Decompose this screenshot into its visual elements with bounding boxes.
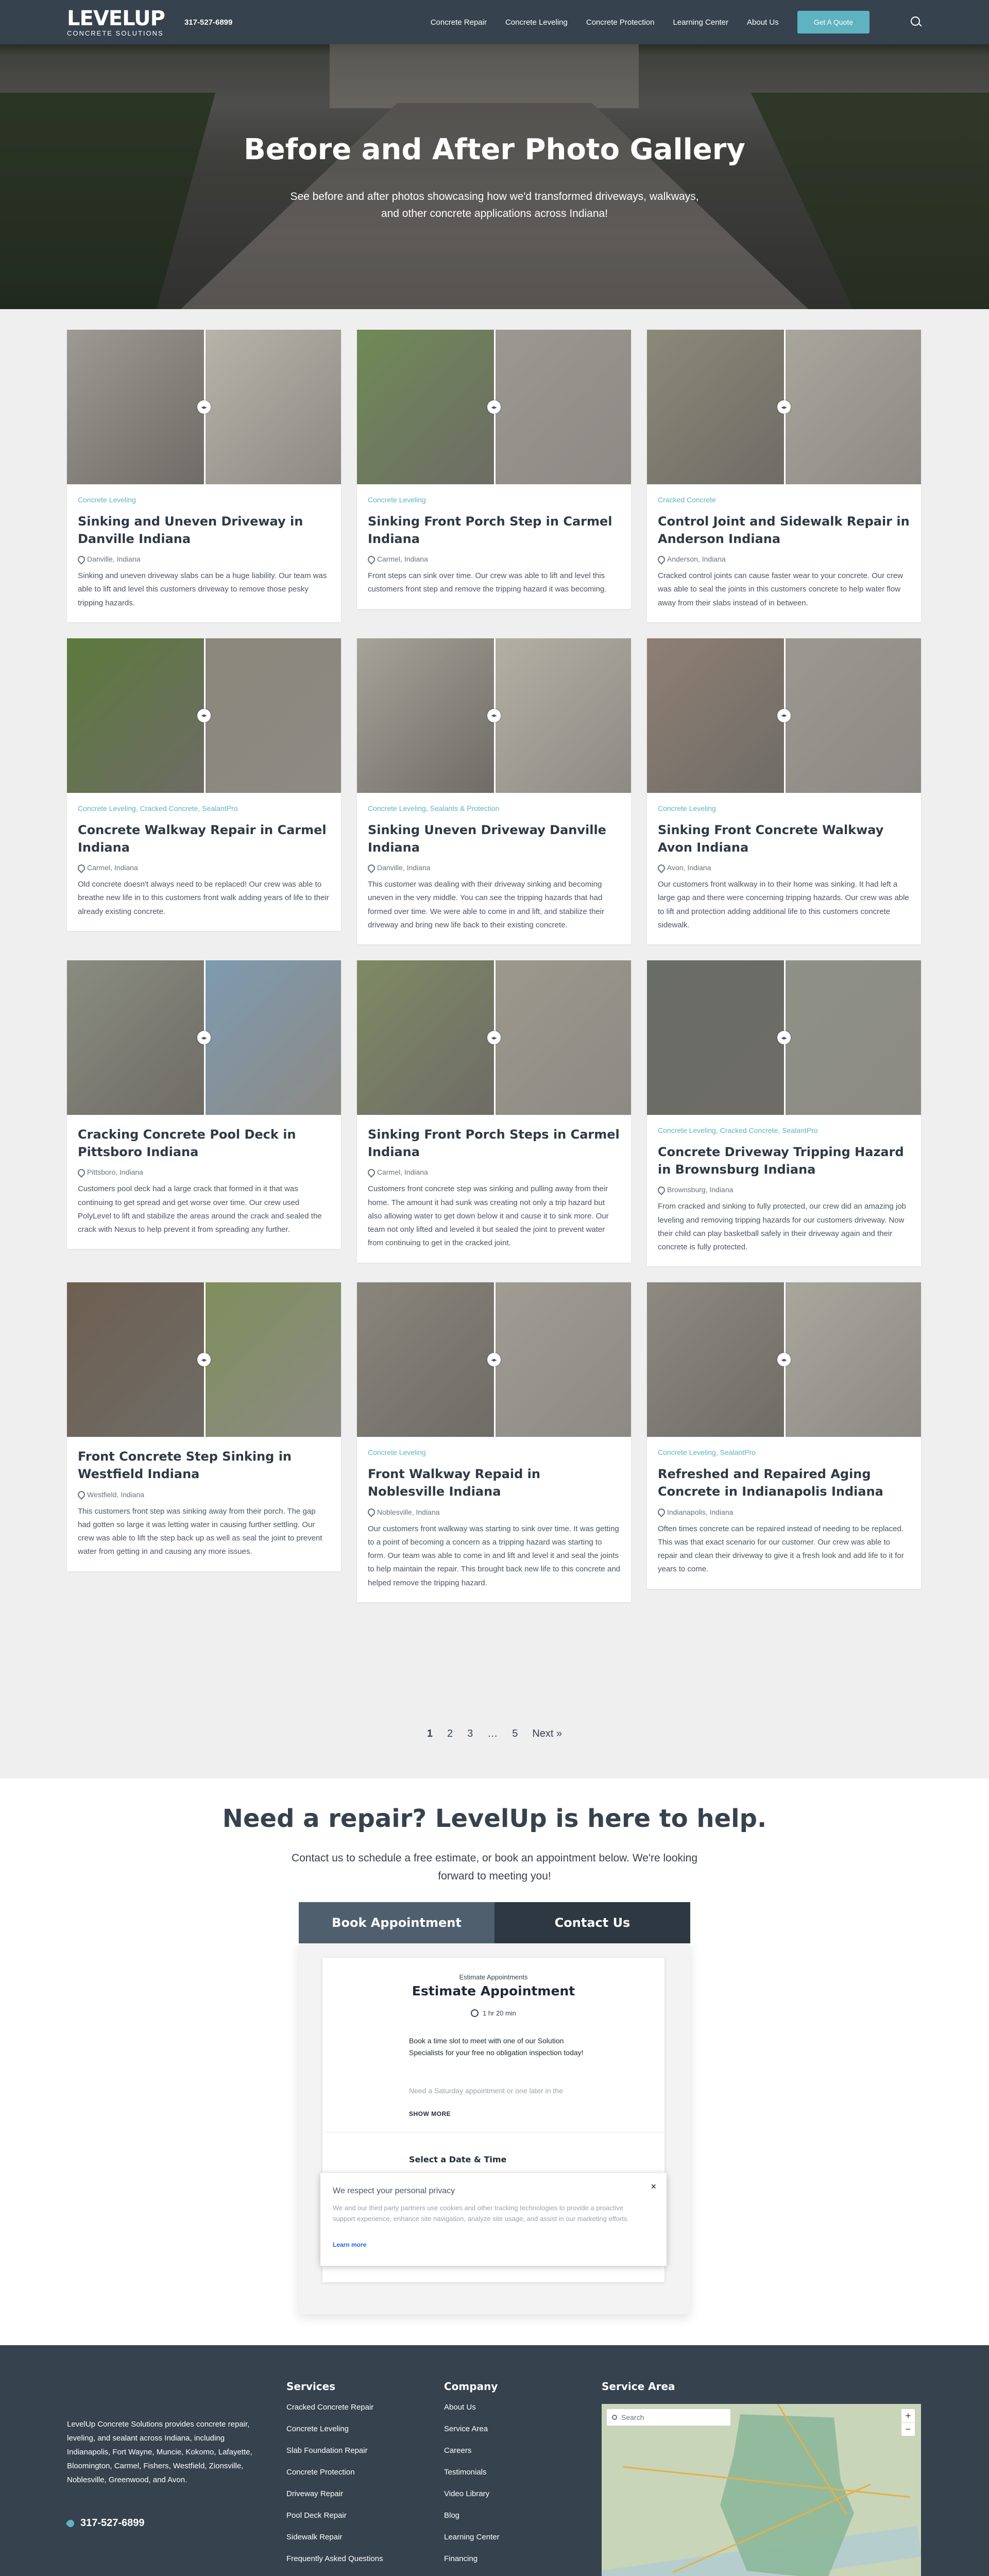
location-pin-icon (78, 1491, 83, 1498)
booking-kicker: Estimate Appointments (459, 1973, 528, 1981)
page-link-2[interactable]: 2 (447, 1728, 453, 1739)
after-image (494, 960, 631, 1115)
phone-icon (65, 2518, 76, 2529)
before-after-slider[interactable] (67, 638, 341, 793)
before-after-slider[interactable] (357, 1282, 631, 1437)
card-description: From cracked and sinking to fully protected, our crew did an amazing job leveling and removing tripping hazards for our customers driveway. Now their child can play basketball safely in their driveway again and their concrete is fully protected. (658, 1202, 906, 1252)
booking-description: Book a time slot to meet with one of our Solution Specialists for your free no obligation inspection today! (409, 2037, 584, 2057)
footer-service-area: Service Area (602, 2380, 675, 2393)
after-image (494, 1282, 631, 1437)
slider-handle-icon[interactable]: ◂▸ (487, 709, 501, 722)
card-tags[interactable]: Concrete Leveling, SealantPro (658, 1448, 756, 1457)
cookie-text: We and our third party partners use cookies and other tracking technologies to provide a proactive support experience, enhance site navigation, analyze site usage, and assist in our marketing efforts. (333, 2204, 629, 2223)
footer-link[interactable]: Concrete Leveling (286, 2425, 349, 2433)
page-link-5[interactable]: 5 (512, 1728, 518, 1739)
card-description: Often times concrete can be repaired instead of needing to be replaced. This was that exact scenario for our customer. Our crew was able to repair and clean their driveway to give it a fresh look and add life to it for years to come. (658, 1524, 904, 1574)
before-image (67, 330, 204, 484)
nav-about-us[interactable]: About Us (747, 18, 779, 27)
after-image (784, 960, 921, 1115)
contact-tabs (299, 1902, 690, 1943)
before-image (647, 1282, 784, 1437)
page-ellipsis: … (487, 1728, 498, 1739)
location-pin-icon (78, 865, 83, 871)
after-image (494, 330, 631, 484)
gallery-card (647, 330, 921, 622)
card-location: Carmel, Indiana (78, 863, 330, 872)
footer-link[interactable]: Frequently Asked Questions (286, 2554, 383, 2563)
booking-title: Estimate Appointment (412, 1984, 575, 1998)
gallery-row (67, 1282, 922, 1602)
before-after-slider[interactable] (357, 638, 631, 793)
card-title: Front Walkway Repaid in Noblesville Indiana (368, 1467, 540, 1499)
card-tags[interactable]: Concrete Leveling (368, 496, 426, 504)
nav-concrete-protection[interactable]: Concrete Protection (586, 18, 655, 27)
location-pin-icon (78, 1169, 83, 1176)
card-description: This customers front step was sinking away from their porch. The gap had gotten so large it was letting water in causing further settling. Our crew was able to lift the step back up as well as seal the joint to prevent water from getting in and causing any more issues. (78, 1506, 322, 1556)
tab-book-appointment[interactable]: Book Appointment (299, 1902, 494, 1943)
gallery-card (647, 960, 921, 1266)
next-page-link[interactable]: Next » (532, 1728, 562, 1739)
booking-panel (299, 1943, 690, 2314)
search-icon (612, 2415, 617, 2420)
card-tags[interactable]: Concrete Leveling (78, 496, 136, 504)
card-title: Front Concrete Step Sinking in Westfield Indiana (78, 1449, 292, 1481)
gallery-row (67, 638, 922, 944)
slider-handle-icon[interactable]: ◂▸ (197, 1353, 211, 1366)
tab-contact-us[interactable]: Contact Us (494, 1902, 690, 1943)
logo[interactable]: LEVELUP CONCRETE SOLUTIONS (67, 6, 165, 37)
card-title: Sinking Front Porch Steps in Carmel Indiana (368, 1127, 620, 1159)
slider-handle-icon[interactable]: ◂▸ (197, 709, 211, 722)
before-image (357, 330, 494, 484)
after-image (494, 638, 631, 793)
footer-link[interactable]: Service Area (444, 2425, 488, 2433)
slider-handle-icon[interactable]: ◂▸ (487, 400, 501, 414)
show-more-button[interactable]: SHOW MORE (409, 2110, 451, 2117)
before-after-slider[interactable] (67, 1282, 341, 1437)
slider-handle-icon[interactable]: ◂▸ (197, 1031, 211, 1044)
card-location: Avon, Indiana (658, 863, 910, 872)
before-after-slider[interactable] (647, 330, 921, 484)
before-image (647, 330, 784, 484)
footer-company: Company About Us Service Area Careers Testimonials Video Library Blog Learning Center Financing (444, 2380, 500, 2563)
gallery-row (67, 330, 922, 622)
card-title: Sinking Uneven Driveway Danville Indiana (368, 822, 606, 855)
location-pin-icon (658, 865, 663, 871)
slider-handle-icon[interactable]: ◂▸ (487, 1353, 501, 1366)
learn-more-link[interactable]: Learn more (333, 2241, 367, 2248)
main-nav (431, 18, 779, 27)
pagination (0, 1728, 989, 1740)
gallery-card (357, 960, 631, 1262)
site-footer (0, 2345, 989, 2576)
select-date-time-heading: Select a Date & Time (409, 2155, 507, 2164)
location-pin-icon (658, 1509, 663, 1515)
booking-description-faded: Need a Saturday appointment or one later in the (409, 2087, 563, 2095)
clock-icon (471, 2009, 479, 2017)
cookie-banner (320, 2173, 667, 2266)
card-description: Customers pool deck had a large crack that formed in it that was continuing to get spread and get worse over time. Our crew used PolyLevel to lift and stabilize the areas around the crack and sealed the crack with Nexus to help prevent it from spreading any further. (78, 1184, 322, 1234)
gallery-card (67, 330, 341, 622)
location-pin-icon (368, 865, 373, 871)
before-after-slider[interactable] (647, 638, 921, 793)
card-tags[interactable]: Cracked Concrete (658, 496, 716, 504)
site-header (0, 0, 989, 44)
card-title: Concrete Walkway Repair in Carmel Indiana (78, 822, 327, 855)
footer-link[interactable]: Video Library (444, 2489, 490, 2498)
gallery-card (67, 1282, 341, 1571)
card-location: Anderson, Indiana (658, 555, 910, 563)
card-description: Sinking and uneven driveway slabs can be a huge liability. Our team was able to lift and level this customers driveway to remove those pesky tripping hazards. (78, 571, 327, 607)
card-location: Noblesville, Indiana (368, 1508, 620, 1516)
before-image (647, 638, 784, 793)
location-pin-icon (78, 556, 83, 563)
card-title: Sinking and Uneven Driveway in Danville Indiana (78, 514, 303, 546)
footer-about: LevelUp Concrete Solutions provides concrete repair, leveling, and sealant across Indiana, including Indianapolis, Fort Wayne, Muncie, Kokomo, Lafayette, Bloomington, Carmel, Fishers, Westfield, Zionsville, Noblesville, Greenwood, and Avon. (67, 2420, 252, 2484)
after-image (784, 1282, 921, 1437)
gallery-card (357, 330, 631, 609)
booking-duration: 1 hr 20 min (322, 2009, 664, 2017)
footer-link[interactable]: Pool Deck Repair (286, 2511, 347, 2520)
card-tags[interactable]: Concrete Leveling, Cracked Concrete, SealantPro (78, 804, 238, 812)
before-image (67, 960, 204, 1115)
footer-services: Services Cracked Concrete Repair Concrete Leveling Slab Foundation Repair Concrete Protection Driveway Repair Pool Deck Repair Sidewalk Repair Frequently Asked Questions (286, 2380, 383, 2563)
close-icon[interactable]: × (651, 2181, 656, 2192)
card-location: Carmel, Indiana (368, 555, 620, 563)
gallery-card (67, 960, 341, 1249)
before-image (357, 1282, 494, 1437)
card-title: Refreshed and Repaired Aging Concrete in Indianapolis Indiana (658, 1467, 883, 1499)
card-title: Concrete Driveway Tripping Hazard in Brownsburg Indiana (658, 1145, 904, 1177)
card-location: Carmel, Indiana (368, 1168, 620, 1176)
get-a-quote-button[interactable]: Get A Quote (797, 11, 869, 33)
slider-handle-icon[interactable]: ◂▸ (487, 1031, 501, 1044)
after-image (204, 1282, 341, 1437)
card-title: Sinking Front Concrete Walkway Avon Indiana (658, 822, 884, 855)
contact-subtitle: Contact us to schedule a free estimate, or book an appointment below. We're looking forward to meeting you! (291, 1852, 698, 1882)
slider-handle-icon[interactable]: ◂▸ (197, 400, 211, 414)
gallery-row (67, 960, 922, 1266)
hero-subtitle: See before and after photos showcasing how we'd transformed driveways, walkways, and other concrete applications across Indiana! (290, 191, 699, 219)
gallery-card (647, 1282, 921, 1588)
before-image (67, 638, 204, 793)
footer-link[interactable]: Sidewalk Repair (286, 2533, 343, 2541)
card-title: Cracking Concrete Pool Deck in Pittsboro Indiana (78, 1127, 296, 1159)
nav-learning-center[interactable]: Learning Center (673, 18, 729, 27)
location-pin-icon (368, 556, 373, 563)
gallery-grid (67, 330, 922, 1618)
zoom-out-button[interactable]: − (901, 2422, 915, 2436)
search-icon[interactable] (911, 16, 922, 28)
before-after-slider[interactable] (647, 1282, 921, 1437)
before-after-slider[interactable] (357, 960, 631, 1115)
gallery-card (357, 1282, 631, 1602)
after-image (204, 960, 341, 1115)
slider-handle-icon[interactable]: ◂▸ (777, 1031, 791, 1044)
before-image (647, 960, 784, 1115)
gallery-card (67, 638, 341, 931)
footer-phone-link[interactable]: 317-527-6899 (67, 2517, 145, 2529)
map-search-input[interactable]: Search (607, 2409, 730, 2426)
zoom-in-button[interactable]: + (905, 2410, 911, 2421)
slider-handle-icon[interactable]: ◂▸ (777, 400, 791, 414)
footer-link[interactable]: Concrete Protection (286, 2468, 355, 2477)
slider-handle-icon[interactable]: ◂▸ (777, 1353, 791, 1366)
card-description: Cracked control joints can cause faster wear to your concrete. Our crew was able to seal the joints in this customers concrete to help water flow away from their slabs instead of in between. (658, 571, 903, 607)
card-description: Our customers front walkway in to their home was sinking. It had left a large gap and there were concerning tripping hazards. Our crew was able to lift and protection adding additional life to this customers concrete sidewalk. (658, 880, 909, 929)
card-tags[interactable]: Concrete Leveling, Sealants & Protection (368, 804, 500, 812)
card-location: Brownsburg, Indiana (658, 1185, 910, 1194)
footer-link[interactable]: Blog (444, 2511, 460, 2520)
page-link-3[interactable]: 3 (467, 1728, 473, 1739)
location-pin-icon (368, 1509, 373, 1515)
card-description: Old concrete doesn't always need to be replaced! Our crew was able to breathe new life in to this customers front walk adding years of life to their already existing concrete. (78, 880, 329, 916)
page-title: Before and After Photo Gallery (244, 133, 745, 166)
card-description: Our customers front walkway was starting to sink over time. It was getting to a point of becoming a concern as a tripping hazard was starting to form. Our team was able to come in and lift and level it and seal the joints to help maintain the repair. This brought back new life to this concrete and helped remove the tripping hazard. (368, 1524, 621, 1587)
footer-link[interactable]: Careers (444, 2446, 472, 2455)
before-after-slider[interactable] (357, 330, 631, 484)
footer-link[interactable]: About Us (444, 2403, 476, 2412)
contact-section (0, 1778, 989, 2345)
before-after-slider[interactable] (67, 330, 341, 484)
card-tags[interactable]: Concrete Leveling (368, 1448, 426, 1457)
page-link-1[interactable]: 1 (427, 1728, 433, 1739)
card-title: Control Joint and Sidewalk Repair in Anderson Indiana (658, 514, 910, 546)
card-location: Westfield, Indiana (78, 1490, 330, 1499)
location-pin-icon (658, 1187, 663, 1193)
card-tags[interactable]: Concrete Leveling (658, 804, 716, 812)
after-image (204, 330, 341, 484)
nav-concrete-repair[interactable]: Concrete Repair (430, 18, 487, 27)
card-location: Danville, Indiana (368, 863, 620, 872)
gallery-card (647, 638, 921, 944)
map-zoom-controls (901, 2409, 915, 2436)
card-description: Customers front concrete step was sinking and pulling away from their home. The amount it had sunk was creating not only a trip hazard but also allowing water to get down below it and cause it to sink more. Our team not only lifted and leveled it but sealed the joint to prevent water from continuing to get in the cracked joint. (368, 1184, 609, 1248)
location-pin-icon (658, 556, 663, 563)
footer-link[interactable]: Slab Foundation Repair (286, 2446, 368, 2455)
footer-link[interactable]: Cracked Concrete Repair (286, 2403, 374, 2412)
contact-title: Need a repair? LevelUp is here to help. (222, 1804, 767, 1833)
before-image (357, 638, 494, 793)
header-phone-link[interactable]: 317-527-6899 (184, 18, 233, 27)
gallery-card (357, 638, 631, 944)
after-image (784, 638, 921, 793)
after-image (784, 330, 921, 484)
before-after-slider[interactable] (647, 960, 921, 1115)
slider-handle-icon[interactable]: ◂▸ (777, 709, 791, 722)
card-location: Indianapolis, Indiana (658, 1508, 910, 1516)
footer-link[interactable]: Learning Center (444, 2533, 500, 2541)
after-image (204, 638, 341, 793)
before-after-slider[interactable] (67, 960, 341, 1115)
hero-section (0, 0, 989, 309)
footer-link[interactable]: Financing (444, 2554, 478, 2563)
card-location: Danville, Indiana (78, 555, 330, 563)
location-pin-icon (368, 1169, 373, 1176)
card-tags[interactable]: Concrete Leveling, Cracked Concrete, SealantPro (658, 1126, 818, 1135)
booking-widget (322, 1958, 664, 2282)
footer-link[interactable]: Driveway Repair (286, 2489, 344, 2498)
card-description: Front steps can sink over time. Our crew was able to lift and level this customers front step and remove the tripping hazard it was becoming. (368, 571, 607, 594)
card-location: Pittsboro, Indiana (78, 1168, 330, 1176)
service-area-map[interactable] (602, 2404, 921, 2576)
before-image (357, 960, 494, 1115)
footer-link[interactable]: Testimonials (444, 2468, 487, 2477)
nav-concrete-leveling[interactable]: Concrete Leveling (505, 18, 568, 27)
before-image (67, 1282, 204, 1437)
cookie-title: We respect your personal privacy (333, 2187, 455, 2195)
card-description: This customer was dealing with their driveway sinking and becoming uneven in the very middle. You can see the tripping hazards that had formed over time. We were able to come in and lift, and stabilize their driveway and bring new life back to their existing concrete. (368, 880, 605, 929)
card-title: Sinking Front Porch Step in Carmel Indiana (368, 514, 612, 546)
